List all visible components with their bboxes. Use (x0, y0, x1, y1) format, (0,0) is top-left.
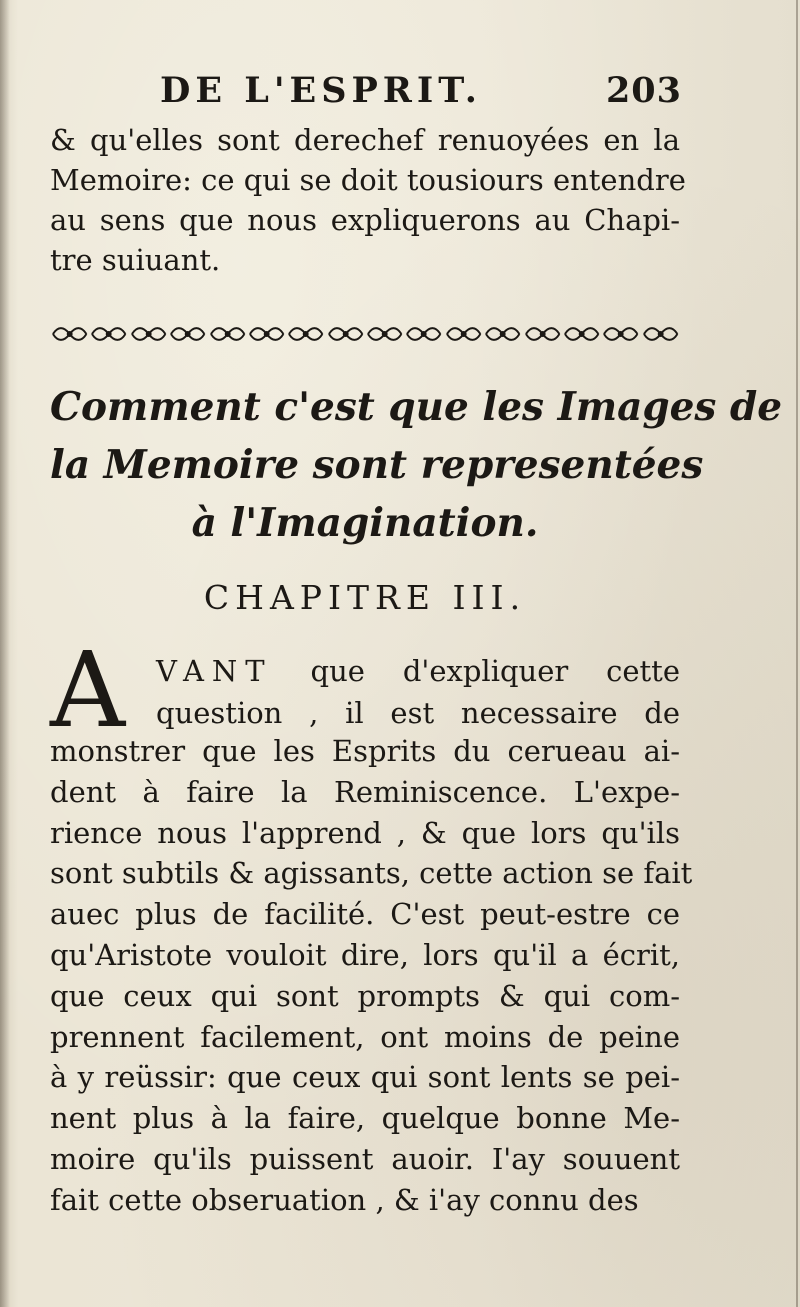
text-line (156, 650, 680, 692)
fleuron-icon (286, 324, 325, 344)
text-line: fait cette obseruation , & i'ay connu des (50, 1182, 639, 1217)
page-header (160, 70, 682, 118)
text-line: monstrer que les Esprits du cerueau ai- (50, 734, 680, 768)
text-line: sont subtils & agissants, cette action se fait (50, 856, 693, 891)
fleuron-icon (523, 324, 562, 344)
drop-cap: A (50, 629, 126, 751)
text-line: nent plus à la faire, quelque bonne Me- (50, 1101, 680, 1136)
fleuron-icon (562, 324, 601, 344)
text-line: question , il est necessaire de (156, 696, 680, 730)
chapter-heading-line: Comment c'est que les Images de (50, 384, 783, 430)
text-line: que ceux qui sont prompts & qui com- (50, 978, 680, 1013)
text-line: tre suiuant. (50, 243, 221, 277)
text-line: qu'Aristote vouloit dire, lors qu'il a écrit, (50, 937, 680, 972)
fleuron-icon (483, 324, 522, 344)
chapter-heading-line: la Memoire sont representées (50, 442, 704, 488)
fleuron-icon (129, 324, 168, 344)
text-line: prennent facilement, ont moins de peine (50, 1019, 680, 1054)
text-line: au sens que nous expliquerons au Chapi- (50, 203, 680, 237)
fleuron-icon (89, 324, 128, 344)
chapter-heading (50, 378, 783, 552)
chapter-heading-line: à l'Imagination. (191, 500, 539, 546)
fleuron-icon (247, 324, 286, 344)
fleuron-icon (208, 324, 247, 344)
text-line: à y reüssir: que ceux qui sont lents se pei- (50, 1060, 680, 1095)
paragraph-body (50, 731, 693, 1221)
intro-line-text: que d'expliquer cette (310, 654, 681, 688)
text-line: moire qu'ils puissent auoir. I'ay souuent (50, 1141, 680, 1176)
fleuron-icon (365, 324, 404, 344)
continuation-text (50, 120, 686, 280)
fleuron-icon (404, 324, 443, 344)
fleuron-icon (50, 324, 89, 344)
running-title: DE L'ESPRIT. (160, 70, 482, 111)
ornamental-band (50, 322, 680, 346)
fleuron-icon (326, 324, 365, 344)
fleuron-icon (641, 324, 680, 344)
text-line: auec plus de facilité. C'est peut-estre ce (50, 897, 680, 932)
text-line: Memoire: ce qui se doit tousiours entendre (50, 163, 686, 197)
fleuron-icon (168, 324, 207, 344)
first-word: VANT (156, 654, 273, 688)
chapter-number: CHAPITRE III. (203, 578, 527, 617)
fleuron-icon (601, 324, 640, 344)
page-number: 203 (605, 70, 682, 111)
text-line: dent à faire la Reminiscence. L'expe- (50, 774, 680, 809)
paragraph-intro (156, 650, 680, 734)
text-line: rience nous l'apprend , & que lors qu'ils (50, 815, 680, 850)
text-line: & qu'elles sont derechef renuoyées en la (50, 123, 680, 157)
fleuron-icon (444, 324, 483, 344)
